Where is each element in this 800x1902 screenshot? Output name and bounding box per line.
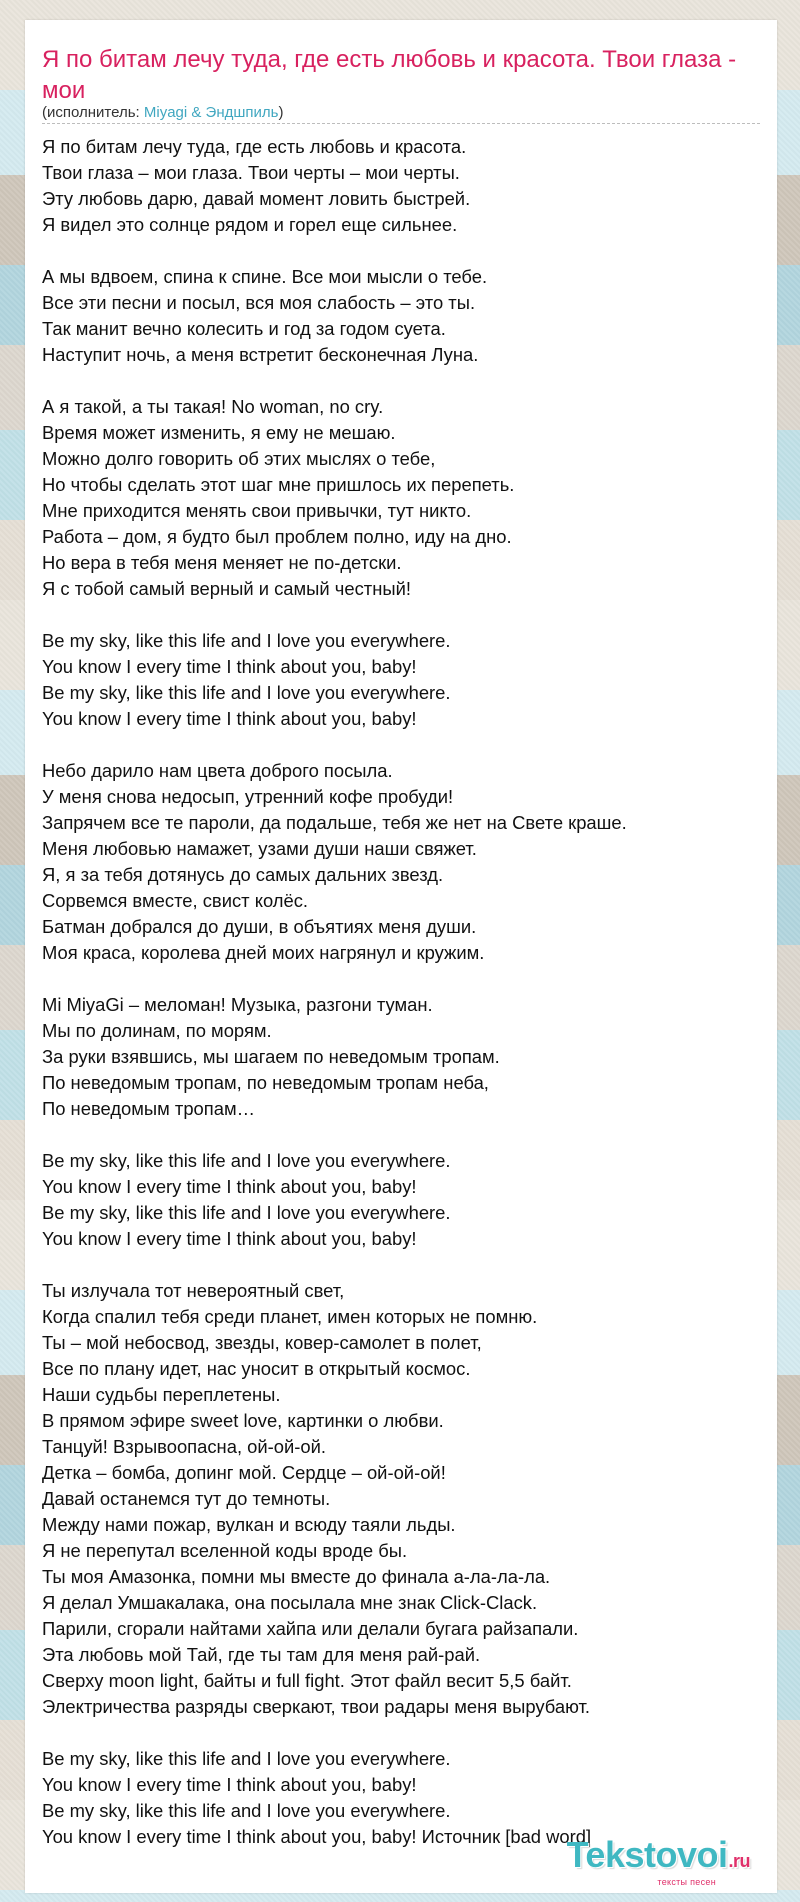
lyrics-text: Я по битам лечу туда, где есть любовь и красота. Твои глаза – мои глаза. Твои черты – мои черты. Эту любовь дарю, давай момент ловить быстрей. Я видел это солнце рядом и горел еще сильнее. А мы вдвоем, спина к спине. Все мои мысли о тебе. Все эти песни и посыл, вся моя слабость – это ты. Так манит вечно колесить и год за годом суета. Наступит ночь, а меня встретит бесконечная Луна. А я такой, а ты такая! No woman, no cry. Время может изменить, я ему не мешаю. Можно долго говорить об этих мыслях о тебе, Но чтобы сделать этот шаг мне пришлось их перепеть. Мне приходится менять свои привычки, тут никто. Работа – дом, я будто был проблем полно, иду на дно. Но вера в тебя меня меняет не по-детски. Я с тобой самый верный и самый честный! Be my sky, like this life and I love you everywhere. You know I every time I think about you, baby! Be my sky, like this life and I love you everywhere. You know I every time I think about you, baby! Небо дарило нам цвета доброго посыла. У меня снова недосып, утренний кофе пробуди! Запрячем все те пароли, да подальше, тебя же нет на Свете краше. Меня любовью намажет, узами души наши свяжет. Я, я за тебя дотянусь до самых дальних звезд. Сорвемся вместе, свист колёс. Батман добрался до души, в объятиях меня души. Моя краса, королева дней моих нагрянул и кружим. Mi MiyaGi – меломан! Музыка, разгони туман. Мы по долинам, по морям. За руки взявшись, мы шагаем по неведомым тропам. По неведомым тропам, по неведомым тропам неба, По неведомым тропам… Be my sky, like this life and I love you everywhere. You know I every time I think about you, baby! Be my sky, like this life and I love you everywhere. You know I every time I think about you, baby! Ты излучала тот невероятный свет, Когда спалил тебя среди планет, имен которых не помню. Ты – мой небосвод, звезды, ковер-самолет в полет, Все по плану идет, нас уносит в открытый космос. Наши судьбы переплетены. В прямом эфире sweet love, картинки о любви. Танцуй! Взрывоопасна, ой-ой-ой. Детка – бомба, допинг мой. Сердце – ой-ой-ой! Давай останемся тут до темноты. Между нами пожар, вулкан и всюду таяли льды. Я не перепутал вселенной коды вроде бы. Ты моя Амазонка, помни мы вместе до финала а-ла-ла-ла. Я делал Умшакалака, она посылала мне знак Click-Clack. Парили, сгорали найтами хайпа или делали бугага райзапали. Эта любовь мой Тай, где ты там для меня рай-рай. Сверху moon light, байты и full fight. Этот файл весит 5,5 байт. Электричества разряды сверкают, твои радары меня вырубают. Be my sky, like this life and I love you everywhere. You know I every time I think about you, baby! Be my sky, like this life and I love you everywhere. You know I every time I think about you, baby! Источник [bad word] — [42, 136, 627, 1847]
artist-line — [42, 104, 283, 121]
logo-wordmark — [566, 1834, 750, 1879]
artist-suffix: ) — [278, 104, 284, 121]
title-divider — [42, 123, 760, 124]
logo-name: Tekstovoi — [566, 1834, 728, 1875]
lyrics-card — [25, 20, 777, 1893]
song-title: Я по битам лечу туда, где есть любовь и красота. Твои глаза - мои — [42, 46, 737, 104]
artist-prefix: (исполнитель: — [42, 104, 144, 121]
logo-tagline: тексты песен — [657, 1877, 716, 1887]
logo-tld: .ru — [728, 1851, 750, 1871]
artist-link[interactable]: Miyagi & Эндшпиль — [143, 104, 279, 121]
site-logo[interactable] — [566, 1834, 750, 1887]
